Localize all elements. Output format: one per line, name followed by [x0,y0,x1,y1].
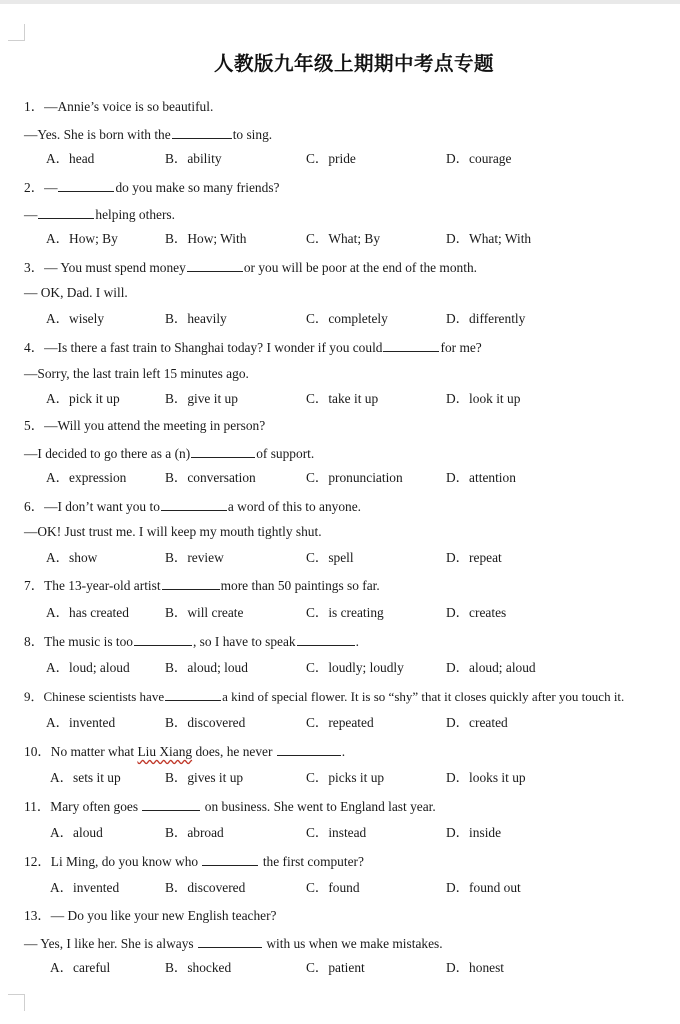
option-b[interactable]: B．conversation [165,470,256,485]
question-4-line-1 [24,339,482,356]
option-b[interactable]: B．shocked [165,960,232,975]
question-4-line-2 [24,366,249,382]
question-2-line-2 [24,206,175,223]
question-3-line-2 [24,285,128,301]
question-2-line-1 [24,179,279,196]
option-c[interactable]: C．What; By [306,231,381,246]
question-text: a kind of special flower. It is so “shy” that it closes quickly after you touch it. [222,689,625,704]
question-number: 6． [24,499,45,514]
question-text: —Yes. She is born with the [24,127,171,142]
answer-blank[interactable] [172,126,232,139]
question-number: 1． [24,99,45,114]
option-d[interactable]: D．honest [446,960,505,975]
question-text: The music is too [44,634,133,649]
question-5-line-2 [24,445,314,462]
option-c[interactable]: C．patient [306,960,365,975]
question-text: Chinese scientists have [43,689,165,704]
question-text: —Is there a fast train to Shanghai today? I wonder if you could [44,340,383,355]
option-d[interactable]: D．found out [446,880,521,895]
answer-blank[interactable] [198,935,262,948]
question-number: 2． [24,180,45,195]
option-c[interactable]: C．completely [306,311,388,326]
option-a[interactable]: A．invented [46,715,116,730]
question-text: , so I have to speak [192,634,296,649]
question-text: . [355,634,359,649]
question-text: or you will be poor at the end of the month. [243,260,478,275]
question-text: No matter what [50,744,135,759]
question-text: — Yes, I like her. She is always [24,936,194,951]
option-d[interactable]: D．inside [446,825,502,840]
question-13-line-1 [24,908,277,924]
answer-blank[interactable] [297,633,355,646]
option-a[interactable]: A．show [46,550,98,565]
option-c[interactable]: C．picks it up [306,770,385,785]
question-number: 11． [24,799,51,814]
question-text: — Do you like your new English teacher? [50,908,277,923]
answer-blank[interactable] [187,259,243,272]
answer-blank[interactable] [165,688,221,701]
answer-blank[interactable] [162,577,220,590]
option-b[interactable]: B．abroad [165,825,224,840]
question-text: do you make so many friends? [115,180,280,195]
question-text: — [44,180,58,195]
answer-blank[interactable] [134,633,192,646]
question-text: does, he never [195,744,273,759]
option-d[interactable]: D．repeat [446,550,502,565]
question-text: — You must spend money [44,260,186,275]
question-text: the first computer? [262,854,364,869]
question-number: 5． [24,418,45,433]
option-a[interactable]: A．sets it up [50,770,121,785]
question-text: Li Ming, do you know who [50,854,199,869]
question-5-line-1 [24,418,265,434]
option-c[interactable]: C．repeated [306,715,374,730]
option-a[interactable]: A．expression [46,470,127,485]
question-text: a word of this to anyone. [227,499,362,514]
question-number: 4． [24,340,45,355]
option-b[interactable]: B．discovered [165,880,246,895]
question-text: to sing. [232,127,273,142]
option-b[interactable]: B．heavily [165,311,227,326]
option-b[interactable]: B．review [165,550,224,565]
question-text: with us when we make mistakes. [266,936,443,951]
question-number: 9． [24,689,44,704]
option-a[interactable]: A．invented [50,880,120,895]
option-a[interactable]: A．careful [50,960,111,975]
option-d[interactable]: D．looks it up [446,770,526,785]
question-6-line-1 [24,498,361,515]
option-b[interactable]: B．How; With [165,231,247,246]
option-d[interactable]: D．creates [446,605,507,620]
question-number: 10． [24,744,51,759]
option-a[interactable]: A．pick it up [46,391,120,406]
question-text: —Will you attend the meeting in person? [44,418,266,433]
question-1-line-1 [24,99,213,115]
answer-blank[interactable] [58,179,114,192]
option-d[interactable]: D．look it up [446,391,521,406]
question-number: 7． [24,578,45,593]
option-c[interactable]: C．loudly; loudly [306,660,404,675]
question-number: 13． [24,908,51,923]
question-number: 12． [24,854,51,869]
question-10-line-1 [24,743,345,760]
question-text: —I don’t want you to [44,499,160,514]
option-a[interactable]: A．How; By [46,231,118,246]
option-b[interactable]: B．ability [165,151,222,166]
question-13-line-2 [24,935,443,952]
option-c[interactable]: C．pronunciation [306,470,403,485]
question-text: Mary often goes [50,799,139,814]
answer-blank[interactable] [191,445,255,458]
answer-blank[interactable] [202,853,258,866]
question-text: —I decided to go there as a (n) [24,446,191,461]
answer-blank[interactable] [38,206,94,219]
question-text: — [24,207,38,222]
question-1-line-2 [24,126,272,143]
question-text: for me? [440,340,482,355]
option-c[interactable]: C．pride [306,151,356,166]
page-corner-mark-bottom [8,994,25,1011]
question-7-line-1 [24,577,380,594]
question-number: 3． [24,260,45,275]
question-9-line-1 [24,688,624,705]
question-text: on business. She went to England last year. [204,799,436,814]
option-d[interactable]: D．aloud; aloud [446,660,536,675]
option-d[interactable]: D．created [446,715,508,730]
question-text: helping others. [95,207,175,222]
option-b[interactable]: B．will create [165,605,244,620]
option-a[interactable]: A．has created [46,605,129,620]
option-d[interactable]: D．attention [446,470,516,485]
question-3-line-1 [24,259,477,276]
option-b[interactable]: B．discovered [165,715,246,730]
option-a[interactable]: A．loud; aloud [46,660,130,675]
question-6-line-2 [24,524,322,540]
question-number: 8． [24,634,45,649]
option-c[interactable]: C．is creating [306,605,384,620]
question-text: —Annie’s voice is so beautiful. [44,99,214,114]
option-a[interactable]: A．aloud [50,825,103,840]
question-text: of support. [256,446,315,461]
page-title: 人教版九年级上期期中考点专题 [213,52,494,75]
question-8-line-1 [24,633,359,650]
question-text: —OK! Just trust me. I will keep my mouth tightly shut. [24,524,322,539]
question-11-line-1 [24,798,436,815]
name-text: Liu Xiang [137,744,193,759]
question-text: —Sorry, the last train left 15 minutes ago. [24,366,249,381]
question-text: . [341,744,346,759]
answer-blank[interactable] [277,743,341,756]
option-b[interactable]: B．gives it up [165,770,244,785]
answer-blank[interactable] [161,498,227,511]
option-c[interactable]: C．spell [306,550,354,565]
option-d[interactable]: D．courage [446,151,512,166]
option-b[interactable]: B．give it up [165,391,238,406]
option-d[interactable]: D．differently [446,311,526,326]
answer-blank[interactable] [383,339,439,352]
question-12-line-1 [24,853,364,870]
option-a[interactable]: A．head [46,151,95,166]
answer-blank[interactable] [142,798,200,811]
question-text: The 13-year-old artist [44,578,161,593]
option-b[interactable]: B．aloud; loud [165,660,248,675]
question-text: — OK, Dad. I will. [24,285,128,300]
option-c[interactable]: C．instead [306,825,367,840]
option-d[interactable]: D．What; With [446,231,532,246]
page-top-edge [0,0,680,4]
question-text: more than 50 paintings so far. [220,578,380,593]
option-c[interactable]: C．found [306,880,360,895]
option-c[interactable]: C．take it up [306,391,379,406]
page-corner-mark-top [8,24,25,41]
option-a[interactable]: A．wisely [46,311,105,326]
